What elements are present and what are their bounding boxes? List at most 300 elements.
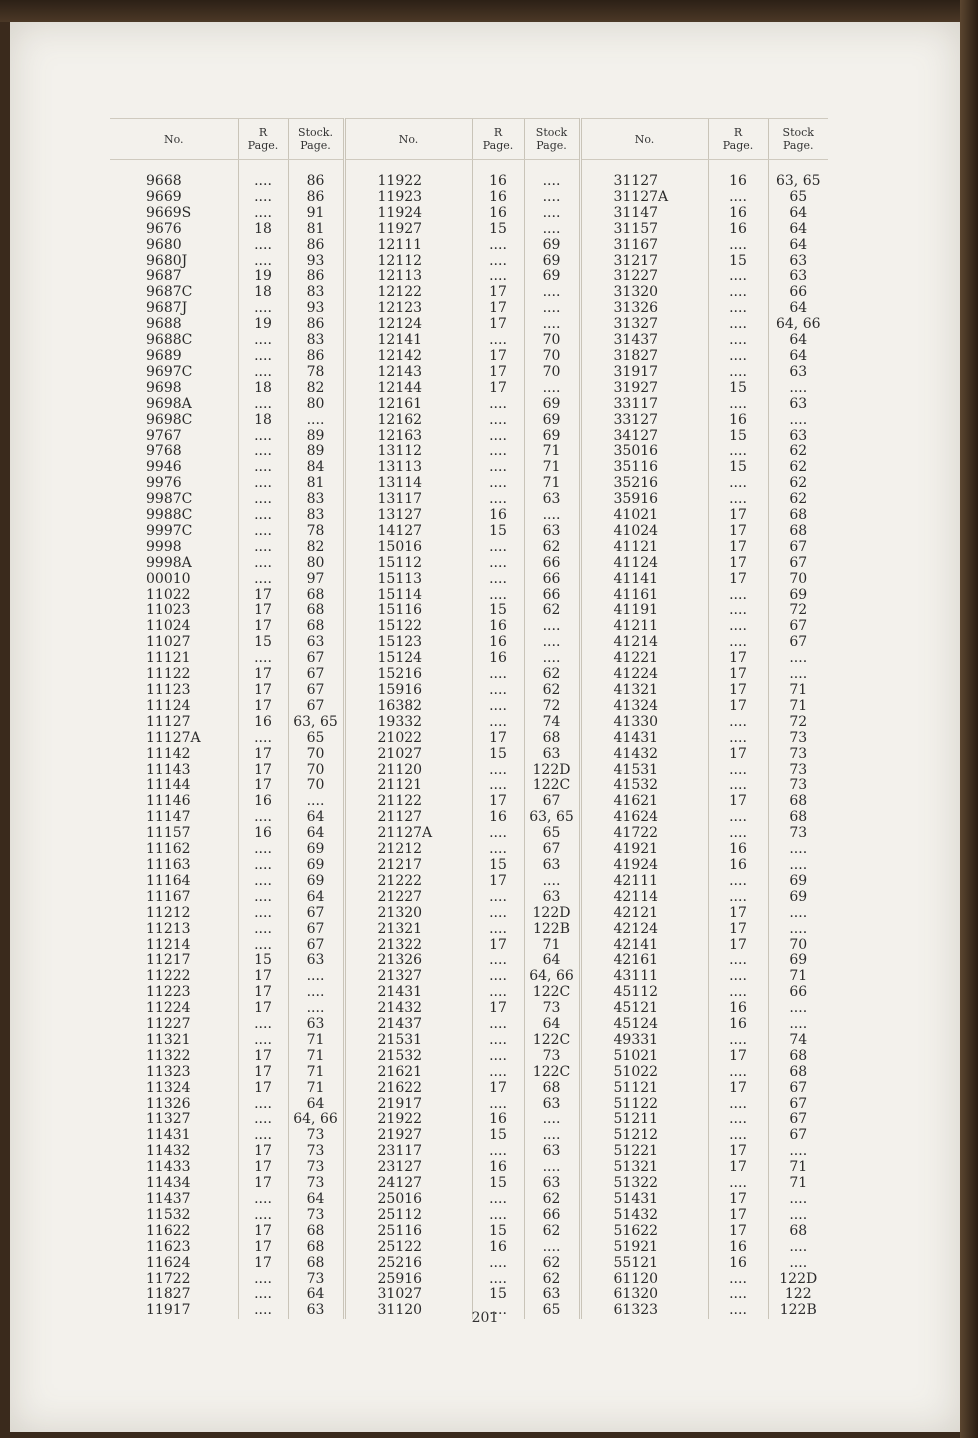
- cell-no-3: 42121: [580, 906, 708, 922]
- cell-r-page-3: ....: [708, 301, 768, 317]
- cell-no-1: 11127: [146, 713, 191, 730]
- cell-no-1: 9768: [146, 443, 182, 460]
- cell-stock-page-2: ....: [524, 381, 580, 397]
- cell-stock-page-2: 67: [524, 842, 580, 858]
- cell-r-page-1: ....: [238, 572, 288, 588]
- cell-stock-page-1: 73: [288, 1176, 344, 1192]
- cell-no-3: 49331: [580, 1033, 708, 1049]
- cell-no-3: 41024: [580, 524, 708, 540]
- cell-no-1: 9997C: [146, 522, 193, 539]
- cell-r-page-2: 16: [472, 1112, 524, 1128]
- cell-r-page-1: ....: [238, 524, 288, 540]
- cell-no-1: 11433: [146, 1159, 191, 1176]
- table-row: [110, 206, 828, 222]
- cell-no-3: 31437: [580, 333, 708, 349]
- cell-no-2: 21531: [344, 1033, 472, 1049]
- cell-r-page-2: ....: [472, 540, 524, 556]
- cell-no-2: 23117: [344, 1144, 472, 1160]
- cell-r-page-3: ....: [708, 874, 768, 890]
- cell-r-page-2: 16: [472, 651, 524, 667]
- cell-stock-page-2: 65: [524, 826, 580, 842]
- table-row: [110, 492, 828, 508]
- cell-no-1: 11144: [146, 777, 191, 794]
- cell-r-page-3: 16: [708, 222, 768, 238]
- cell-r-page-1: ....: [238, 508, 288, 524]
- cell-no-2: 11923: [344, 190, 472, 206]
- cell-r-page-3: ....: [708, 285, 768, 301]
- cell-no-2: 13117: [344, 492, 472, 508]
- cell-r-page-1: 16: [238, 794, 288, 810]
- cell-r-page-3: 17: [708, 938, 768, 954]
- cell-stock-page-1: 86: [288, 349, 344, 365]
- table-row: [110, 1287, 828, 1303]
- cell-r-page-2: ....: [472, 413, 524, 429]
- cell-no-1: 11323: [146, 1063, 191, 1080]
- table-row: [110, 715, 828, 731]
- cell-stock-page-2: 63: [524, 524, 580, 540]
- cell-stock-page-3: 71: [768, 969, 828, 985]
- cell-stock-page-3: 67: [768, 1112, 828, 1128]
- cell-no-1: 11124: [146, 697, 191, 714]
- cell-no-2: 13127: [344, 508, 472, 524]
- cell-r-page-2: ....: [472, 492, 524, 508]
- cell-r-page-1: 17: [238, 1160, 288, 1176]
- cell-stock-page-1: 63: [288, 635, 344, 651]
- cell-stock-page-3: 68: [768, 508, 828, 524]
- cell-no-2: 12124: [344, 317, 472, 333]
- cell-stock-page-3: ....: [768, 1240, 828, 1256]
- cell-r-page-2: ....: [472, 683, 524, 699]
- cell-stock-page-1: 86: [288, 174, 344, 190]
- cell-stock-page-3: 122B: [768, 1303, 828, 1319]
- table-header-row: [110, 119, 828, 160]
- table-row: [110, 476, 828, 492]
- cell-r-page-3: ....: [708, 238, 768, 254]
- cell-stock-page-3: ....: [768, 651, 828, 667]
- cell-r-page-3: ....: [708, 1112, 768, 1128]
- cell-r-page-3: 17: [708, 922, 768, 938]
- cell-stock-page-2: 122C: [524, 1033, 580, 1049]
- cell-no-2: 21327: [344, 969, 472, 985]
- cell-no-3: 41141: [580, 572, 708, 588]
- cell-r-page-1: ....: [238, 174, 288, 190]
- cell-no-1: 9689: [146, 347, 182, 364]
- cell-stock-page-3: 63: [768, 254, 828, 270]
- cell-r-page-3: ....: [708, 715, 768, 731]
- cell-stock-page-3: 68: [768, 810, 828, 826]
- cell-stock-page-2: 62: [524, 540, 580, 556]
- cell-stock-page-3: 62: [768, 460, 828, 476]
- cell-r-page-3: ....: [708, 1287, 768, 1303]
- cell-stock-page-3: ....: [768, 413, 828, 429]
- cell-r-page-2: 15: [472, 858, 524, 874]
- cell-r-page-3: 17: [708, 1160, 768, 1176]
- cell-stock-page-2: 62: [524, 1224, 580, 1240]
- table-row: [110, 381, 828, 397]
- cell-r-page-2: ....: [472, 1303, 524, 1319]
- cell-stock-page-3: 67: [768, 540, 828, 556]
- cell-no-3: 35916: [580, 492, 708, 508]
- cell-no-2: 15123: [344, 635, 472, 651]
- cell-r-page-3: 16: [708, 206, 768, 222]
- cell-no-2: 12161: [344, 397, 472, 413]
- table-row: [110, 1065, 828, 1081]
- cell-r-page-2: 16: [472, 635, 524, 651]
- cell-no-3: 41121: [580, 540, 708, 556]
- cell-stock-page-1: 73: [288, 1128, 344, 1144]
- cell-r-page-3: 17: [708, 540, 768, 556]
- table-row: [110, 333, 828, 349]
- cell-no-3: 45121: [580, 1001, 708, 1017]
- cell-stock-page-1: 97: [288, 572, 344, 588]
- cell-no-1: 11212: [146, 904, 191, 921]
- cell-stock-page-2: 62: [524, 603, 580, 619]
- table-row: [110, 572, 828, 588]
- cell-r-page-1: 18: [238, 285, 288, 301]
- cell-no-1: 9998A: [146, 554, 192, 571]
- cell-no-2: 15114: [344, 588, 472, 604]
- cell-no-3: 31127A: [580, 190, 708, 206]
- cell-no-1: 9687J: [146, 300, 188, 317]
- cell-r-page-2: ....: [472, 1144, 524, 1160]
- cell-no-1: 9698C: [146, 411, 193, 428]
- cell-stock-page-3: 66: [768, 985, 828, 1001]
- cell-stock-page-1: 93: [288, 254, 344, 270]
- cell-r-page-3: ....: [708, 810, 768, 826]
- cell-no-2: 13114: [344, 476, 472, 492]
- cell-r-page-3: ....: [708, 269, 768, 285]
- cell-no-1: 11164: [146, 872, 191, 889]
- book-binding-top: [0, 0, 978, 22]
- cell-no-3: 41532: [580, 778, 708, 794]
- cell-no-1: 11147: [146, 809, 191, 826]
- cell-r-page-3: 16: [708, 858, 768, 874]
- cell-stock-page-3: 69: [768, 953, 828, 969]
- cell-stock-page-2: 71: [524, 444, 580, 460]
- cell-no-3: 51322: [580, 1176, 708, 1192]
- table-row: [110, 1033, 828, 1049]
- cell-r-page-1: ....: [238, 938, 288, 954]
- cell-stock-page-3: 71: [768, 683, 828, 699]
- cell-stock-page-2: 63: [524, 1097, 580, 1113]
- cell-stock-page-1: 71: [288, 1081, 344, 1097]
- cell-stock-page-1: 70: [288, 778, 344, 794]
- cell-stock-page-1: 82: [288, 381, 344, 397]
- cell-r-page-2: ....: [472, 444, 524, 460]
- cell-stock-page-1: 64: [288, 1097, 344, 1113]
- cell-r-page-3: 17: [708, 699, 768, 715]
- cell-r-page-3: 17: [708, 906, 768, 922]
- table-row: [110, 349, 828, 365]
- cell-r-page-1: 19: [238, 317, 288, 333]
- cell-r-page-1: 15: [238, 635, 288, 651]
- cell-stock-page-2: 66: [524, 556, 580, 572]
- cell-no-1: 11121: [146, 650, 191, 667]
- cell-stock-page-2: 63: [524, 1144, 580, 1160]
- cell-stock-page-3: 64: [768, 333, 828, 349]
- cell-no-1: 9767: [146, 427, 182, 444]
- cell-stock-page-2: 62: [524, 1192, 580, 1208]
- cell-r-page-3: ....: [708, 317, 768, 333]
- cell-no-1: 9688: [146, 316, 182, 333]
- cell-r-page-1: ....: [238, 1272, 288, 1288]
- cell-stock-page-1: 67: [288, 667, 344, 683]
- cell-r-page-3: 15: [708, 254, 768, 270]
- cell-r-page-1: ....: [238, 1128, 288, 1144]
- cell-no-3: 31167: [580, 238, 708, 254]
- cell-r-page-3: ....: [708, 588, 768, 604]
- table-row: [110, 588, 828, 604]
- cell-r-page-3: ....: [708, 635, 768, 651]
- table-row: [110, 699, 828, 715]
- cell-r-page-1: ....: [238, 1017, 288, 1033]
- cell-stock-page-1: 68: [288, 1256, 344, 1272]
- cell-r-page-3: ....: [708, 1033, 768, 1049]
- table-row: [110, 1097, 828, 1113]
- cell-r-page-2: 17: [472, 1001, 524, 1017]
- cell-stock-page-1: 86: [288, 269, 344, 285]
- cell-r-page-2: ....: [472, 269, 524, 285]
- cell-no-1: 9688C: [146, 332, 193, 349]
- table-row: [110, 778, 828, 794]
- cell-stock-page-3: 62: [768, 476, 828, 492]
- cell-stock-page-3: ....: [768, 1017, 828, 1033]
- cell-r-page-2: 17: [472, 317, 524, 333]
- cell-r-page-1: 17: [238, 1224, 288, 1240]
- table-row: [110, 1208, 828, 1224]
- cell-r-page-1: 17: [238, 1081, 288, 1097]
- cell-no-3: 41924: [580, 858, 708, 874]
- cell-r-page-1: ....: [238, 1208, 288, 1224]
- cell-no-3: 42124: [580, 922, 708, 938]
- table-row: [110, 794, 828, 810]
- cell-stock-page-3: 74: [768, 1033, 828, 1049]
- cell-r-page-2: ....: [472, 1192, 524, 1208]
- cell-r-page-2: 16: [472, 810, 524, 826]
- cell-r-page-1: 17: [238, 1256, 288, 1272]
- cell-no-3: 61323: [580, 1303, 708, 1319]
- cell-stock-page-3: 66: [768, 285, 828, 301]
- cell-stock-page-1: 86: [288, 190, 344, 206]
- cell-r-page-1: ....: [238, 397, 288, 413]
- table-row: [110, 747, 828, 763]
- cell-r-page-2: ....: [472, 397, 524, 413]
- cell-no-3: 51221: [580, 1144, 708, 1160]
- cell-stock-page-3: ....: [768, 381, 828, 397]
- cell-no-1: 11127A: [146, 729, 201, 746]
- cell-r-page-2: ....: [472, 826, 524, 842]
- cell-no-1: 11327: [146, 1111, 191, 1128]
- cell-r-page-3: ....: [708, 1176, 768, 1192]
- cell-stock-page-3: 68: [768, 794, 828, 810]
- cell-stock-page-2: 122D: [524, 906, 580, 922]
- cell-no-2: 19332: [344, 715, 472, 731]
- cell-stock-page-2: 66: [524, 572, 580, 588]
- cell-r-page-1: ....: [238, 890, 288, 906]
- col-header-r-page-2: R Page.: [472, 119, 524, 160]
- cell-no-3: 41124: [580, 556, 708, 572]
- cell-stock-page-3: 67: [768, 1128, 828, 1144]
- cell-stock-page-1: 89: [288, 429, 344, 445]
- cell-no-2: 21027: [344, 747, 472, 763]
- cell-no-1: 11224: [146, 1000, 191, 1017]
- cell-stock-page-3: ....: [768, 1144, 828, 1160]
- cell-no-2: 21212: [344, 842, 472, 858]
- table-row: [110, 413, 828, 429]
- table-row: [110, 1240, 828, 1256]
- cell-r-page-3: 16: [708, 842, 768, 858]
- cell-r-page-3: ....: [708, 985, 768, 1001]
- cell-r-page-2: 16: [472, 1160, 524, 1176]
- cell-stock-page-1: 83: [288, 492, 344, 508]
- table-row: [110, 1001, 828, 1017]
- cell-stock-page-3: 67: [768, 1097, 828, 1113]
- cell-no-2: 11924: [344, 206, 472, 222]
- table-row: [110, 524, 828, 540]
- cell-stock-page-2: 73: [524, 1049, 580, 1065]
- cell-stock-page-1: 65: [288, 731, 344, 747]
- cell-no-2: 21121: [344, 778, 472, 794]
- cell-stock-page-1: 71: [288, 1033, 344, 1049]
- cell-stock-page-1: 64: [288, 890, 344, 906]
- cell-no-2: 31027: [344, 1287, 472, 1303]
- cell-r-page-2: 17: [472, 285, 524, 301]
- cell-no-1: 9988C: [146, 507, 193, 524]
- cell-no-3: 31157: [580, 222, 708, 238]
- cell-no-1: 11431: [146, 1127, 191, 1144]
- cell-r-page-1: 15: [238, 953, 288, 969]
- cell-no-2: 21222: [344, 874, 472, 890]
- cell-r-page-1: 17: [238, 1001, 288, 1017]
- cell-no-1: 11022: [146, 586, 191, 603]
- cell-r-page-2: 16: [472, 1240, 524, 1256]
- cell-stock-page-1: 68: [288, 1240, 344, 1256]
- cell-r-page-1: ....: [238, 333, 288, 349]
- cell-no-3: 31147: [580, 206, 708, 222]
- cell-no-3: 41624: [580, 810, 708, 826]
- cell-no-1: 11146: [146, 793, 191, 810]
- table-row: [110, 810, 828, 826]
- cell-r-page-2: 17: [472, 301, 524, 317]
- cell-r-page-2: ....: [472, 572, 524, 588]
- cell-no-1: 00010: [146, 570, 191, 587]
- cell-stock-page-1: 73: [288, 1160, 344, 1176]
- cell-stock-page-3: 72: [768, 603, 828, 619]
- cell-no-2: 21917: [344, 1097, 472, 1113]
- cell-no-3: 41214: [580, 635, 708, 651]
- table-row: [110, 1176, 828, 1192]
- cell-no-1: 11142: [146, 745, 191, 762]
- cell-r-page-2: 15: [472, 1176, 524, 1192]
- cell-no-3: 41531: [580, 763, 708, 779]
- cell-no-2: 12112: [344, 254, 472, 270]
- cell-stock-page-2: 66: [524, 588, 580, 604]
- cell-no-1: 11722: [146, 1270, 191, 1287]
- cell-r-page-1: ....: [238, 556, 288, 572]
- cell-r-page-1: ....: [238, 460, 288, 476]
- cell-stock-page-2: ....: [524, 301, 580, 317]
- cell-no-1: 11324: [146, 1079, 191, 1096]
- col-header-r-page-1: R Page.: [238, 119, 288, 160]
- cell-no-3: 42161: [580, 953, 708, 969]
- cell-no-2: 16382: [344, 699, 472, 715]
- table-row: [110, 1112, 828, 1128]
- cell-no-3: 51122: [580, 1097, 708, 1113]
- cell-r-page-3: ....: [708, 1272, 768, 1288]
- cell-no-3: 41432: [580, 747, 708, 763]
- cell-stock-page-3: 68: [768, 1049, 828, 1065]
- cell-no-1: 11123: [146, 682, 191, 698]
- cell-r-page-1: 16: [238, 826, 288, 842]
- table-row: [110, 540, 828, 556]
- table-row: [110, 683, 828, 699]
- cell-no-2: 12113: [344, 269, 472, 285]
- cell-stock-page-1: 73: [288, 1208, 344, 1224]
- cell-r-page-3: 17: [708, 524, 768, 540]
- cell-no-3: 41161: [580, 588, 708, 604]
- cell-stock-page-2: 69: [524, 429, 580, 445]
- cell-r-page-1: ....: [238, 190, 288, 206]
- table-row: [110, 969, 828, 985]
- cell-no-2: 21127: [344, 810, 472, 826]
- cell-no-1: 11917: [146, 1302, 191, 1319]
- cell-r-page-3: ....: [708, 731, 768, 747]
- cell-stock-page-1: 64: [288, 810, 344, 826]
- cell-r-page-2: 15: [472, 1128, 524, 1144]
- cell-stock-page-3: 68: [768, 524, 828, 540]
- cell-no-2: 21621: [344, 1065, 472, 1081]
- cell-no-2: 15113: [344, 572, 472, 588]
- cell-r-page-2: 17: [472, 794, 524, 810]
- table-row: [110, 985, 828, 1001]
- cell-no-2: 12141: [344, 333, 472, 349]
- cell-no-2: 15112: [344, 556, 472, 572]
- cell-no-3: 35116: [580, 460, 708, 476]
- cell-r-page-2: ....: [472, 922, 524, 938]
- cell-r-page-2: ....: [472, 429, 524, 445]
- cell-r-page-2: 16: [472, 206, 524, 222]
- cell-r-page-1: ....: [238, 731, 288, 747]
- cell-r-page-1: 17: [238, 619, 288, 635]
- cell-no-1: 11157: [146, 825, 191, 842]
- cell-no-3: 35216: [580, 476, 708, 492]
- cell-stock-page-3: 68: [768, 1065, 828, 1081]
- cell-r-page-2: ....: [472, 1065, 524, 1081]
- cell-r-page-3: 17: [708, 556, 768, 572]
- cell-r-page-2: ....: [472, 1272, 524, 1288]
- cell-r-page-1: ....: [238, 301, 288, 317]
- cell-no-1: 11434: [146, 1175, 191, 1192]
- cell-no-1: 11223: [146, 984, 191, 1001]
- cell-no-2: 23127: [344, 1160, 472, 1176]
- cell-r-page-3: 17: [708, 1192, 768, 1208]
- cell-r-page-2: ....: [472, 985, 524, 1001]
- cell-no-3: 41021: [580, 508, 708, 524]
- col-header-no-1: No.: [110, 119, 238, 160]
- cell-stock-page-1: 64: [288, 1192, 344, 1208]
- cell-no-1: 11024: [146, 618, 191, 635]
- cell-stock-page-3: 69: [768, 874, 828, 890]
- cell-stock-page-3: 64: [768, 301, 828, 317]
- cell-no-2: 13112: [344, 444, 472, 460]
- cell-no-1: 11167: [146, 888, 191, 905]
- table-row: [110, 397, 828, 413]
- cell-stock-page-2: 64, 66: [524, 969, 580, 985]
- cell-stock-page-2: 62: [524, 1272, 580, 1288]
- cell-r-page-1: 17: [238, 603, 288, 619]
- cell-r-page-3: 17: [708, 794, 768, 810]
- cell-no-1: 11143: [146, 761, 191, 778]
